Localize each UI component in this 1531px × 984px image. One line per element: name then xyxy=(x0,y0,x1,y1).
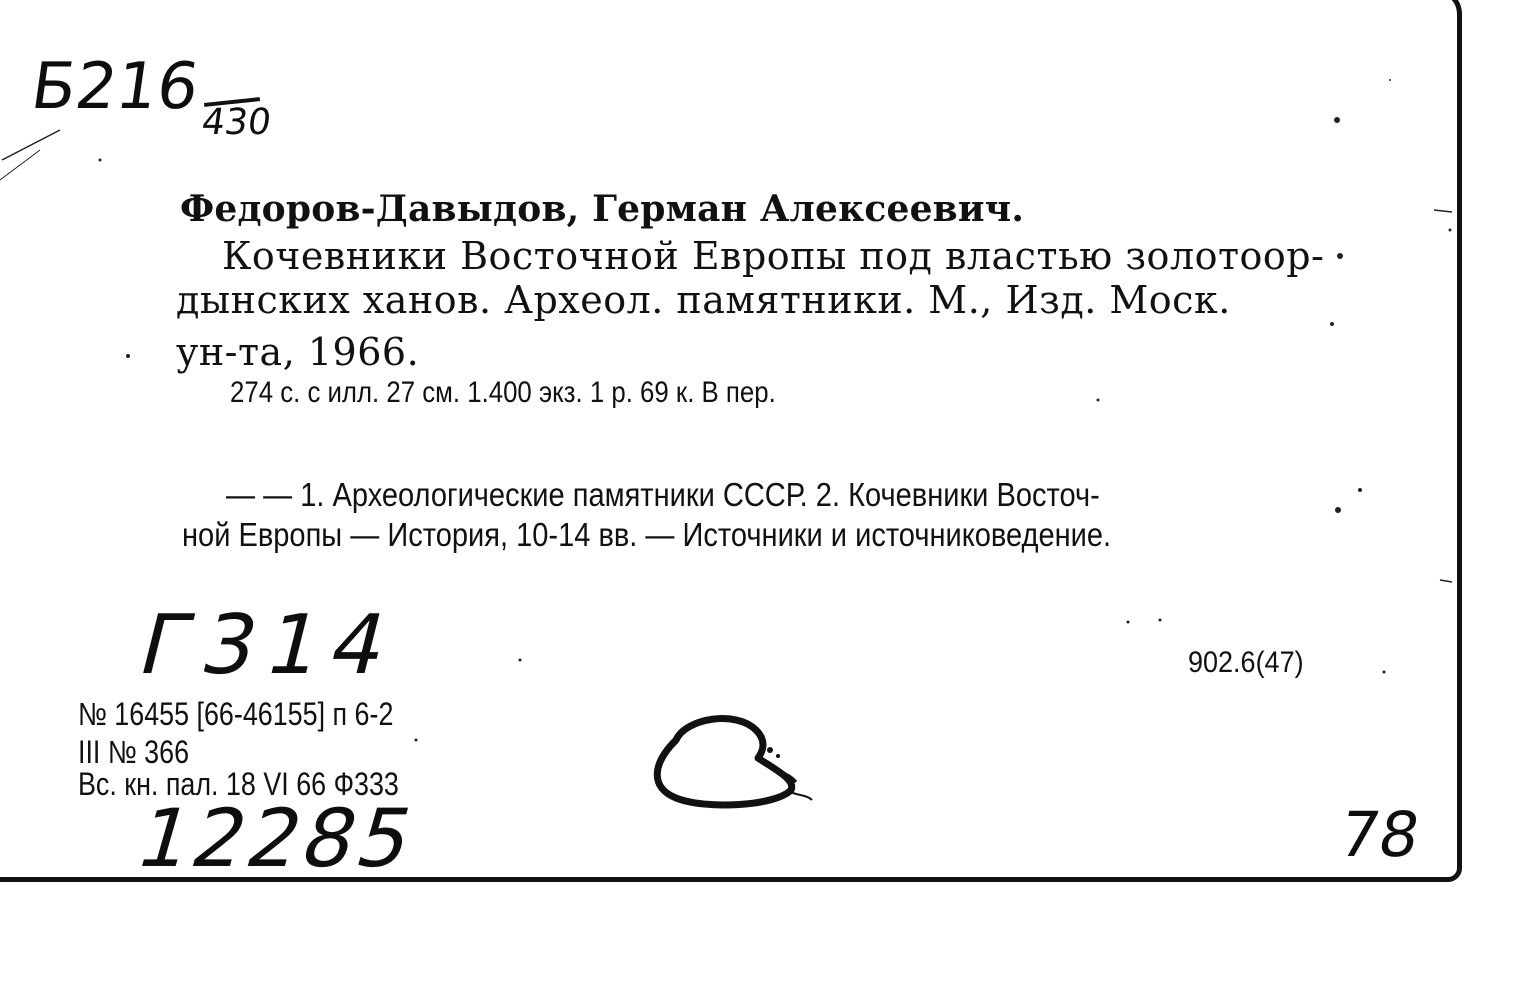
collation-line: 274 с. с илл. 27 см. 1.400 экз. 1 р. 69 к. В пер. xyxy=(230,376,776,409)
subject-line-1: — — 1. Археологические памятники СССР. 2. Кочевники Восточ- xyxy=(226,476,1100,513)
ink-stamp-scribble xyxy=(646,710,826,820)
title-line-2: дынских ханов. Археол. памятники. М., Изд. Моск. xyxy=(176,278,1231,322)
registration-line-3: Вс. кн. пал. 18 VI 66 Ф333 xyxy=(78,766,399,802)
subject-line-2: ной Европы — История, 10-14 вв. — Источники и источниковедение. xyxy=(182,516,1112,553)
shelf-mark: Б216 xyxy=(26,50,204,124)
registration-line-1: № 16455 [66-46155] п 6-2 xyxy=(78,696,394,732)
shelf-mark-sub: 430 xyxy=(199,102,274,143)
registration-line-2: III № 366 xyxy=(78,734,190,770)
handwritten-shelf-code: Г314 xyxy=(130,598,409,693)
handwritten-page-count: 78 xyxy=(1333,798,1426,871)
title-line-1: Кочевники Восточной Европы под властью золотоор- xyxy=(222,234,1325,278)
classification-number: 902.6(47) xyxy=(1188,646,1304,679)
author-heading: Федоров-Давыдов, Герман Алексеевич. xyxy=(180,188,1025,230)
handwritten-inventory-number: 12285 xyxy=(126,792,428,885)
title-line-3: ун-та, 1966. xyxy=(176,330,420,374)
